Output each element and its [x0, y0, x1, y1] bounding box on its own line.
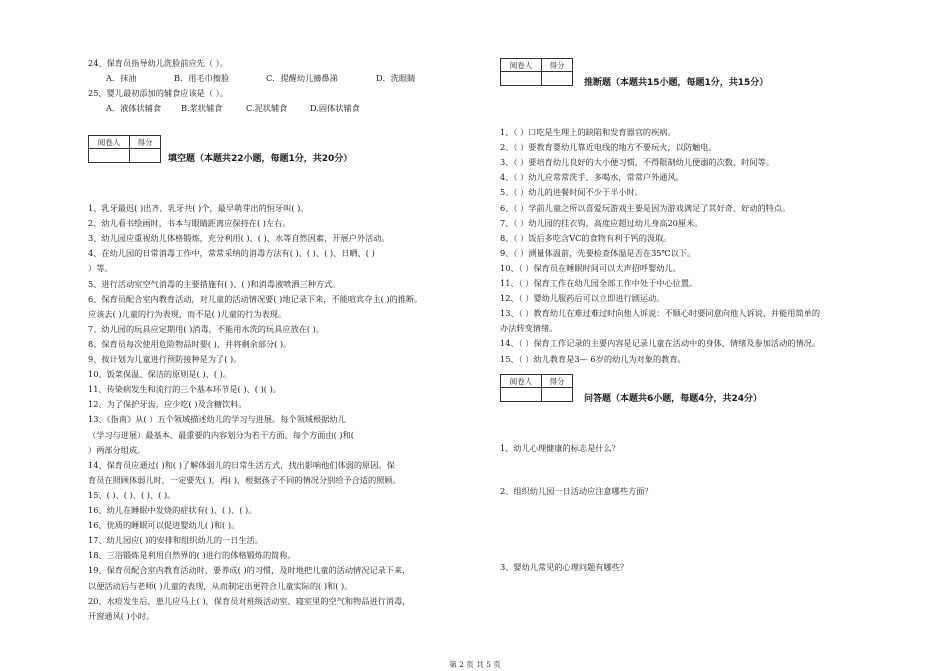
q24-option-b: B．用毛巾擦脸 — [174, 73, 230, 83]
qa-question-2: 2、组织幼儿园一日活动应注意哪些方面？ — [500, 486, 653, 496]
reviewer-label: 阅卷人 — [501, 59, 542, 72]
question-line: ）两部分组成。 — [88, 444, 146, 455]
reviewer-cell — [89, 149, 130, 163]
question-line: 13、《指南》从( ）五个领域描述幼儿的学习与进展。每个领域根据幼儿 — [88, 414, 346, 425]
q25-option-d: D.固体状辅食 — [310, 103, 360, 113]
question-line: 12、为了保护牙齿，应少吃( )及含糖饮料。 — [88, 399, 247, 410]
question-line: 1、乳牙最迟( )出齐，乳牙共( )个，最早萌芽出的恒牙叫( )。 — [88, 203, 309, 213]
judgement-line: 11、（ ）保育工作在幼儿园全部工作中处于中心位置。 — [500, 278, 698, 288]
question-line: 5、进行活动室空气消毒的主要措施有( )、( )和消毒液喷洒三种方式。 — [88, 278, 341, 289]
q24-option-d: D．洗眼睛 — [376, 73, 416, 83]
question-line: ）等。 — [88, 263, 113, 274]
question-line: 9、按计划为儿童进行预防接种是为了( )。 — [88, 354, 242, 364]
score-cell — [542, 388, 573, 402]
question-24: 24、保育员指导幼儿洗脸前应先（ ）。 — [88, 58, 228, 68]
q25-option-b: B.浆状辅食 — [181, 103, 223, 113]
section-title-judgement: 推断题（本题共15小题，每题1分，共15分） — [584, 78, 769, 88]
question-25: 25、婴儿最初添加的辅食应该是（ ）。 — [88, 88, 228, 98]
question-line: 18、三浴锻炼是利用自然界的( )进行的体格锻炼的简称。 — [88, 550, 296, 561]
question-line: 6、保育员配合室内教育活动，对儿童的活动情况要( )地记录下来，不能喧宾夺主( )的推断。 — [88, 293, 423, 304]
judgement-line: 8、（ ）饭后多吃含VC的食物有利于钙的汲取。 — [500, 232, 672, 243]
question-line: 7、幼儿园的玩具应定期用( )消毒，不能用水洗的玩具应放在( )。 — [88, 323, 325, 334]
question-line: 开窗通风( )小时。 — [88, 610, 155, 621]
reviewer-cell — [501, 72, 542, 86]
q25-option-c: C.泥状辅食 — [246, 103, 288, 113]
question-line: 8、保育员每次使用危险物品时要( )，并将剩余部分( )。 — [88, 338, 292, 349]
question-line: 17、幼儿园应( )的安排和组织幼儿的一日生活。 — [88, 535, 263, 546]
score-box — [500, 374, 573, 402]
q24-option-a: A．抹油 — [106, 73, 137, 83]
question-line: 16、幼儿在睡眠中发烧的症状有( )、( )、( )。 — [88, 505, 257, 515]
judgement-line: 4、（ ）幼儿应常常洗手，多喝水，常常户外通风。 — [500, 172, 684, 183]
q24-option-c: C．提醒幼儿擤鼻涕 — [266, 73, 338, 83]
reviewer-label: 阅卷人 — [89, 136, 130, 149]
score-label: 得分 — [542, 59, 573, 72]
question-line: 以便活动后与老师( )儿童的表现，从而制定出更符合儿童实际的( )和( )。 — [88, 580, 353, 591]
judgement-line: 9、（ ）测量体温前，先要检查体温是否在35℃以下。 — [500, 247, 696, 258]
judgement-line: 2、（ ）要教育婴幼儿靠近电线的地方不要玩火，以防触电。 — [500, 142, 717, 153]
judgement-line: 5、（ ）幼儿的进餐时间不少于半小时。 — [500, 187, 643, 198]
score-cell — [130, 149, 161, 163]
question-line: 育员在照顾体弱儿时，一定要先( )，再( )，根据孩子不同的情况分别给予合适的照顾。 — [88, 474, 401, 485]
score-cell — [542, 72, 573, 86]
question-line: 14、保育员应通过( )和( )了解体弱儿的日常生活方式，找出影响他们体弱的原因。保 — [88, 459, 395, 470]
judgement-line: 3、（ ）要培育幼儿良好的大小便习惯，不得限制幼儿便溺的次数、时间等。 — [500, 157, 774, 168]
question-line: 19、保育员配合室内教育活动时，要养成( )的习惯，及时地把儿童的活动情况记录下来， — [88, 565, 411, 576]
reviewer-label: 阅卷人 — [501, 375, 542, 388]
q25-option-a: A．液体状辅食 — [106, 103, 162, 113]
question-line: （学习与进展）最基本、最重要的内容划分为若干方面。每个方面由( )和( — [88, 429, 354, 440]
section-title-qa: 问答题（本题共6小题，每题4分，共24分） — [584, 394, 763, 404]
score-label: 得分 — [542, 375, 573, 388]
judgement-line: 12、（ ）婴幼儿服药后可以立即进行剧运动。 — [500, 293, 665, 304]
section-title-fill-blank: 填空题（本题共22小题，每题1分，共20分） — [168, 154, 353, 164]
qa-question-1: 1、幼儿心理健康的标志是什么？ — [500, 443, 620, 453]
judgement-line: 7、（ ）幼儿园的挂衣钩，高度应超过幼儿身高20厘米。 — [500, 217, 703, 228]
judgement-line: 10、（ ）保育员在睡眠时间可以大声招呼婴幼儿。 — [500, 262, 681, 273]
page-number: 第 2 页 共 5 页 — [449, 660, 501, 669]
question-line: 2、幼儿看书绘画时，书本与眼睛距离应保持在( )左右。 — [88, 218, 291, 229]
question-line: 15、( )、( )、( )、( )。 — [88, 489, 176, 500]
score-box — [500, 58, 573, 86]
question-line: 3、幼儿园应重视幼儿体格锻炼，充分利用( )、( )、水等自然因素，开展户外活动。 — [88, 233, 390, 244]
qa-question-3: 3、婴幼儿常见的心理问题有哪些？ — [500, 562, 629, 572]
question-line: 11、传染病发生和流行的三个基本环节是( )、( )( )。 — [88, 384, 281, 395]
score-label: 得分 — [130, 136, 161, 149]
question-line: 应该去( )儿童的行为表现，而不是( )儿童的行为表现。 — [88, 308, 287, 319]
reviewer-cell — [501, 388, 542, 402]
judgement-line: 办法转变情绪。 — [500, 323, 558, 334]
judgement-line: 1、（ ）口吃是生理上的缺陷和发育器官的疾病。 — [500, 127, 676, 137]
judgement-line: 13、（ ）教育幼儿在难过难过时向他人诉说：不顺心时要同意向他人诉说，并能用简单的 — [500, 308, 821, 319]
judgement-line: 6、（ ）学前儿童之所以喜爱玩游戏主要是因为游戏满足了其好奇、好动的特点。 — [500, 202, 791, 213]
judgement-line: 15、（ ）幼儿教育是3— 6岁的幼儿为对象的教育。 — [500, 353, 686, 364]
question-line: 20、水痘发生后，患儿应马上( )，保育员对班级活动室、寝室里的空气和物品进行消毒， — [88, 595, 411, 606]
score-box — [88, 135, 161, 163]
question-line: 16、优质的睡眠可以促进婴幼儿( )和( )。 — [88, 520, 240, 531]
question-line: 4、在幼儿园的日常消毒工作中，常常采纳的消毒方法有( )、( )、( )、日晒、( ) — [88, 248, 375, 259]
judgement-line: 14、（ ）保育工作记录的主要内容是记录儿童在活动中的身体、情绪及参加活动的情况。 — [500, 338, 821, 349]
question-line: 10、饭菜保温、保洁的原则是( )、( )。 — [88, 369, 232, 380]
